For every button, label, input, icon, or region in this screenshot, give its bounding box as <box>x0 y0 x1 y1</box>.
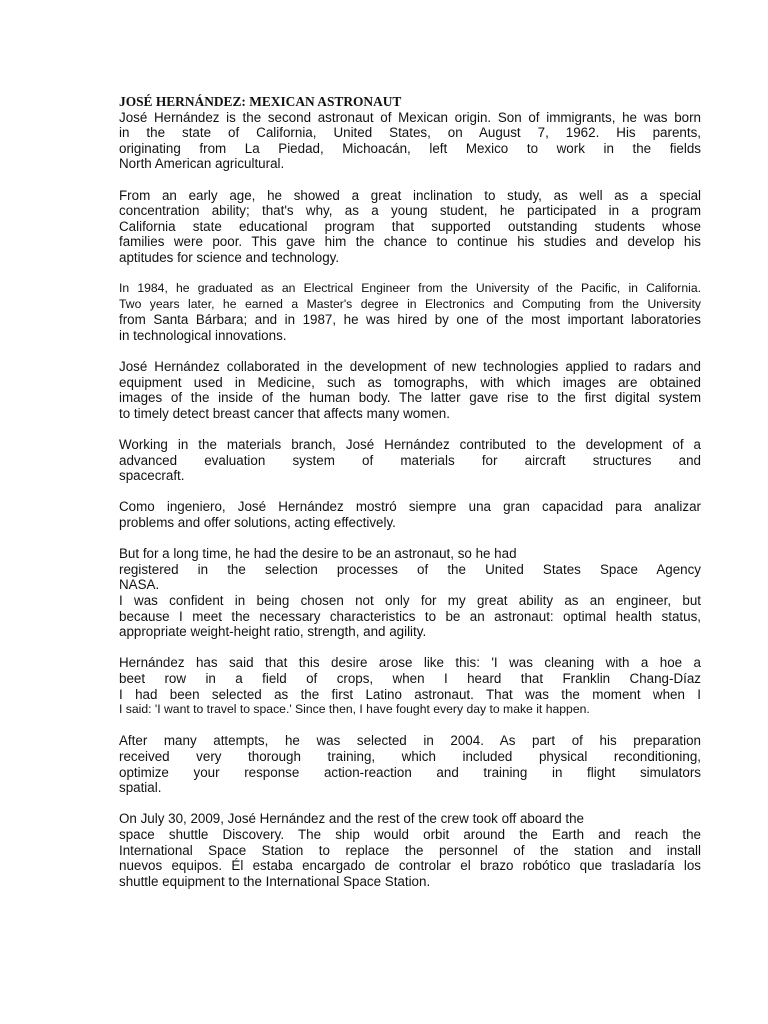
text-line: beet row in a field of crops, when I heard that Franklin Chang-Díaz <box>119 670 701 686</box>
text-line: José Hernández collaborated in the development of new technologies applied to radars and <box>119 359 701 375</box>
text-line: families were poor. This gave him the chance to continue his studies and develop his <box>119 234 701 250</box>
text-line: Hernández has said that this desire arose like this: 'I was cleaning with a hoe a <box>119 655 701 671</box>
text-line: appropriate weight-height ratio, strength, and agility. <box>119 624 427 640</box>
paragraph <box>119 188 701 266</box>
text-line: problems and offer solutions, acting effectively. <box>119 515 396 531</box>
text-line: Working in the materials branch, José Hernández contributed to the development of a <box>119 437 701 453</box>
text-line: International Space Station to replace the personnel of the station and install <box>119 842 701 858</box>
text-line: concentration ability; that's why, as a young student, he participated in a program <box>119 203 701 219</box>
text-line: I was confident in being chosen not only for my great ability as an engineer, but <box>119 593 701 608</box>
text-line: After many attempts, he was selected in 2004. As part of his preparation <box>119 733 701 749</box>
text-line: North American agricultural. <box>119 156 285 172</box>
text-line: Como ingeniero, José Hernández mostró siempre una gran capacidad para analizar <box>119 499 701 515</box>
text-line: On July 30, 2009, José Hernández and the rest of the crew took off aboard the <box>119 811 584 827</box>
text-line: images of the inside of the human body. The latter gave rise to the first digital system <box>119 390 701 406</box>
paragraph <box>119 655 701 717</box>
text-line: advanced evaluation system of materials for aircraft structures and <box>119 452 701 468</box>
text-line: registered in the selection processes of the United States Space Agency <box>119 561 701 577</box>
text-line: From an early age, he showed a great inclination to study, as well as a special <box>119 187 701 203</box>
paragraph <box>119 359 701 421</box>
paragraph <box>119 733 701 795</box>
text-line: in the state of California, United States, on August 7, 1962. His parents, <box>119 125 701 141</box>
text-line: I said: 'I want to travel to space.' Since then, I have fought every day to make it happen. <box>119 702 590 717</box>
paragraph <box>119 281 701 343</box>
paragraph <box>119 499 701 530</box>
text-line: But for a long time, he had the desire to be an astronaut, so he had <box>119 546 517 562</box>
paragraph <box>119 811 701 889</box>
text-line: spacecraft. <box>119 468 185 484</box>
text-line: I had been selected as the first Latino astronaut. That was the moment when I <box>119 686 701 702</box>
text-line: from Santa Bárbara; and in 1987, he was hired by one of the most important laboratories <box>119 312 701 328</box>
document-body <box>119 94 701 905</box>
text-line: California state educational program that supported outstanding students whose <box>119 218 701 234</box>
text-line: optimize your response action-reaction and training in flight simulators <box>119 764 701 780</box>
document-title: JOSÉ HERNÁNDEZ: MEXICAN ASTRONAUT <box>119 94 402 109</box>
text-line: equipment used in Medicine, such as tomographs, with which images are obtained <box>119 374 701 390</box>
text-line: aptitudes for science and technology. <box>119 249 340 265</box>
text-line: In 1984, he graduated as an Electrical Engineer from the University of the Pacific, in California. <box>119 281 701 296</box>
text-line: nuevos equipos. Él estaba encargado de controlar el brazo robótico que trasladaría los <box>119 858 701 874</box>
text-line: José Hernández is the second astronaut of Mexican origin. Son of immigrants, he was born <box>119 109 701 125</box>
paragraph <box>119 593 701 640</box>
text-line: received very thorough training, which included physical reconditioning, <box>119 748 701 764</box>
text-line: because I meet the necessary characteristics to be an astronaut: optimal health status, <box>119 608 701 624</box>
text-line: originating from La Piedad, Michoacán, left Mexico to work in the fields <box>119 140 701 156</box>
paragraph <box>119 546 701 593</box>
text-line: in technological innovations. <box>119 327 287 343</box>
text-line: Two years later, he earned a Master's degree in Electronics and Computing from the University <box>119 296 701 311</box>
text-line: spatial. <box>119 780 162 796</box>
paragraph <box>119 437 701 484</box>
text-line: to timely detect breast cancer that affects many women. <box>119 405 450 421</box>
text-line: space shuttle Discovery. The ship would orbit around the Earth and reach the <box>119 826 701 842</box>
paragraph-list <box>119 110 701 890</box>
paragraph <box>119 110 701 172</box>
text-line: NASA. <box>119 577 160 593</box>
text-line: shuttle equipment to the International Space Station. <box>119 873 431 889</box>
